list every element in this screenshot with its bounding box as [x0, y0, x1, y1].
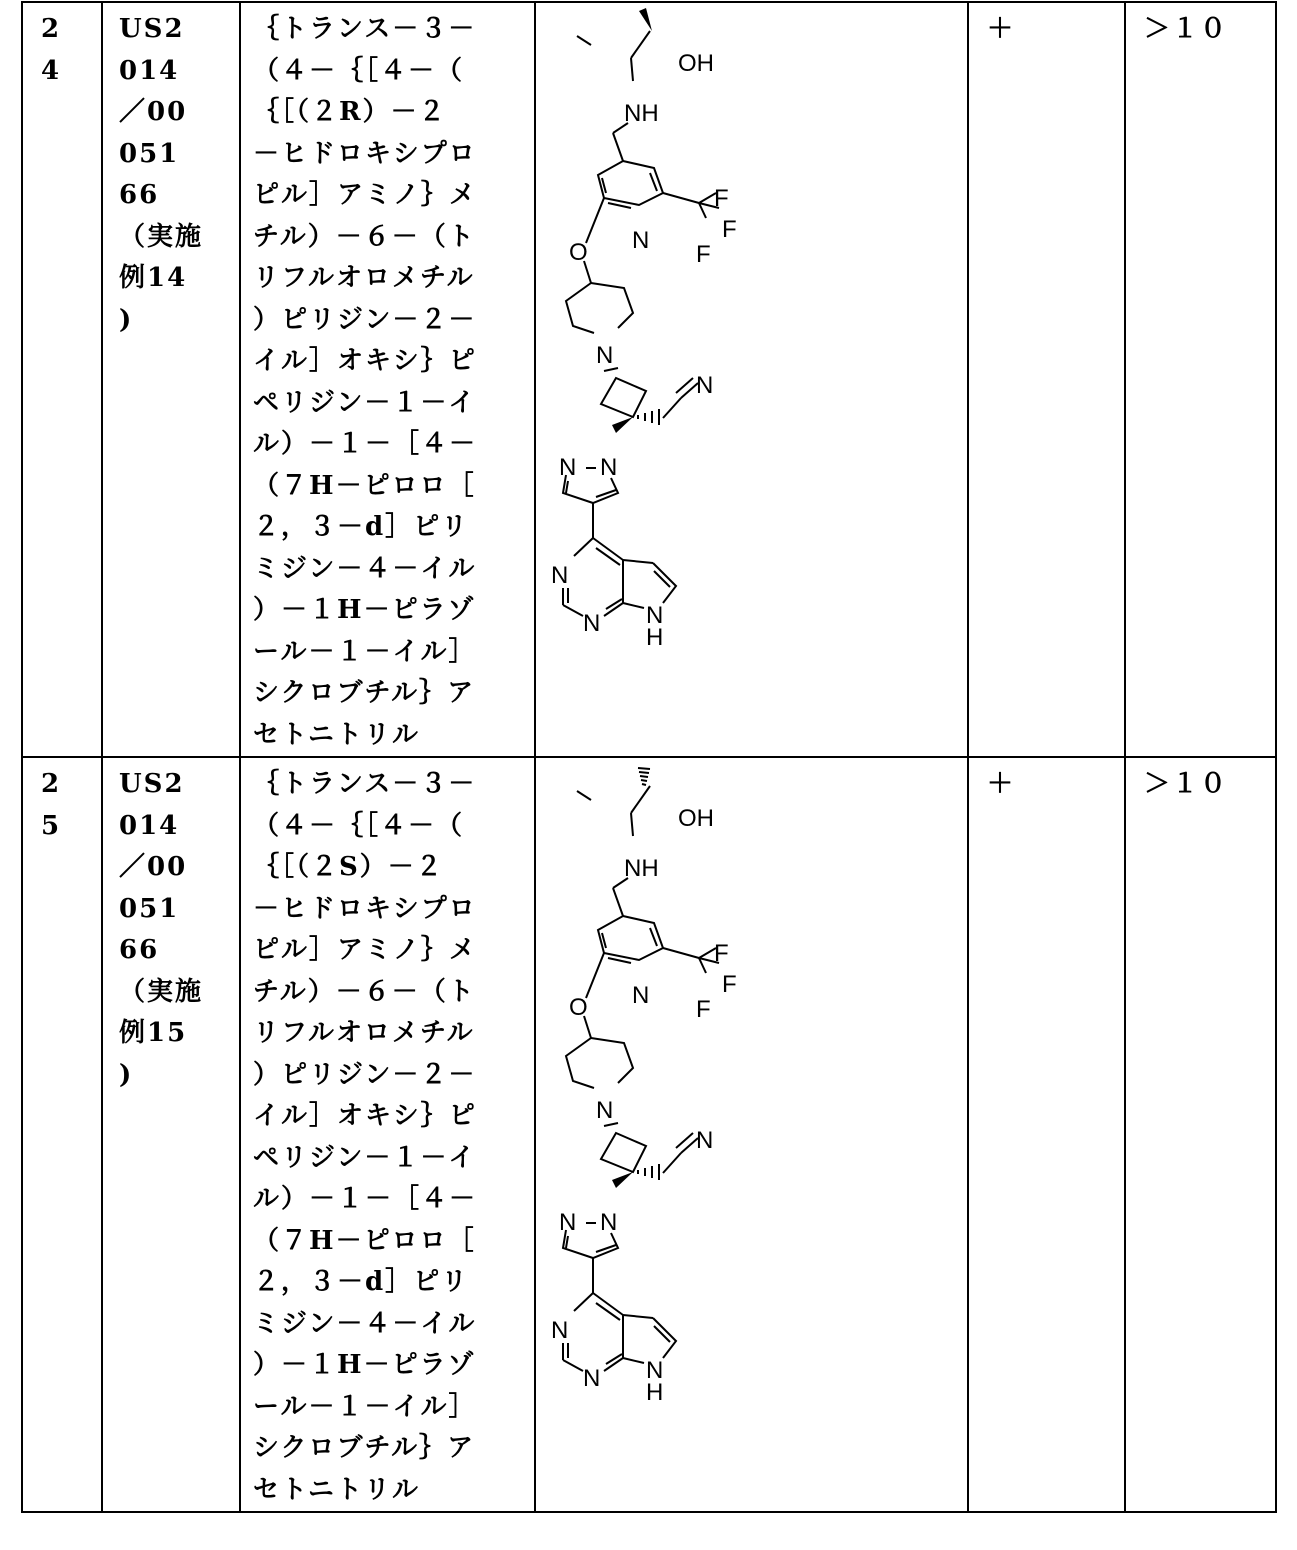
atom-label: N: [600, 454, 617, 481]
atom-label: N: [596, 342, 613, 369]
atom-label: OH: [678, 805, 714, 832]
atom-label: N: [696, 1127, 713, 1154]
ref-line: US2: [119, 764, 239, 806]
ref-line: 例14: [119, 258, 239, 300]
hash-bond: [638, 768, 650, 769]
ref-line: 66: [119, 175, 239, 217]
name-line: ル）－１－［４－: [253, 1179, 534, 1221]
atom-label: F: [696, 996, 711, 1023]
value-cell: [1125, 757, 1276, 1512]
name-line: ）－１H－ピラゾ: [253, 590, 534, 632]
chemical-structure: [536, 758, 967, 1503]
value-text: ＞１０: [1126, 758, 1275, 806]
reference-cell: [102, 2, 240, 757]
atom-label: NH: [624, 100, 659, 127]
value-cell: [1125, 2, 1276, 757]
atom-label: N: [646, 1357, 663, 1384]
atom-label: N: [559, 454, 576, 481]
name-line: ル）－１－［４－: [253, 424, 534, 466]
wedge-bond: [639, 8, 652, 31]
name-line: セトニトリル: [253, 1470, 534, 1512]
name-line: チル）－６－（ト: [253, 217, 534, 259]
name-line: チル）－６－（ト: [253, 972, 534, 1014]
name-line: ピル］アミノ｝メ: [253, 175, 534, 217]
table-row: [22, 757, 1276, 1512]
atom-label: N: [600, 1209, 617, 1236]
name-line: －ヒドロキシプロ: [253, 889, 534, 931]
entry-number-cell: [22, 2, 102, 757]
name-line: ｛トランス－３－: [253, 9, 534, 51]
atom-label: NH: [624, 855, 659, 882]
no-line: 4: [41, 51, 101, 93]
name-line: イル］オキシ｝ピ: [253, 341, 534, 383]
atom-label: N: [583, 610, 600, 637]
name-line: ２，３－d］ピリ: [253, 1262, 534, 1304]
name-line: ｛［（２R）－２: [253, 92, 534, 134]
atom-label: H: [646, 624, 663, 651]
compound-table: [21, 1, 1277, 1513]
activity-cell: [968, 757, 1125, 1512]
ref-line: 051: [119, 134, 239, 176]
atom-label: N: [646, 602, 663, 629]
atom-label: F: [714, 940, 729, 967]
table-row: [22, 2, 1276, 757]
structure-cell: [535, 2, 968, 757]
atom-label: N: [596, 1097, 613, 1124]
name-line: ペリジン－１－イ: [253, 383, 534, 425]
atom-label: N: [559, 1209, 576, 1236]
no-line: 2: [41, 764, 101, 806]
name-line: （４－｛［４－（: [253, 806, 534, 848]
no-line: 5: [41, 806, 101, 848]
name-line: ール－１－イル］: [253, 632, 534, 674]
name-line: ール－１－イル］: [253, 1387, 534, 1429]
name-line: リフルオロメチル: [253, 258, 534, 300]
ref-line: ): [119, 300, 239, 342]
name-line: セトニトリル: [253, 715, 534, 757]
ref-line: 014: [119, 806, 239, 848]
name-line: ｛［（２S）－２: [253, 847, 534, 889]
no-line: 2: [41, 9, 101, 51]
atom-label: N: [632, 227, 649, 254]
ref-line: ／00: [119, 92, 239, 134]
hash-bond: [640, 776, 648, 777]
name-line: イル］オキシ｝ピ: [253, 1096, 534, 1138]
name-line: ミジン－４－イル: [253, 549, 534, 591]
ref-line: 014: [119, 51, 239, 93]
name-line: ピル］アミノ｝メ: [253, 930, 534, 972]
name-line: ｛トランス－３－: [253, 764, 534, 806]
name-line: シクロブチル｝ア: [253, 1428, 534, 1470]
hash-bond: [641, 780, 647, 781]
activity-text: ＋: [969, 3, 1124, 51]
chemical-structure: [536, 3, 967, 748]
ref-line: （実施: [119, 972, 239, 1014]
atom-label: F: [714, 185, 729, 212]
atom-label: F: [722, 971, 737, 998]
compound-name-cell: [240, 2, 535, 757]
activity-text: ＋: [969, 758, 1124, 806]
compound-name-cell: [240, 757, 535, 1512]
hash-bond: [642, 784, 646, 785]
atom-label: F: [696, 241, 711, 268]
atom-label: H: [646, 1379, 663, 1406]
name-line: －ヒドロキシプロ: [253, 134, 534, 176]
ref-line: （実施: [119, 217, 239, 259]
ref-line: 例15: [119, 1013, 239, 1055]
atom-label: F: [722, 216, 737, 243]
name-line: （４－｛［４－（: [253, 51, 534, 93]
atom-label: N: [551, 1317, 568, 1344]
name-line: ミジン－４－イル: [253, 1304, 534, 1346]
atom-label: N: [551, 562, 568, 589]
ref-line: 051: [119, 889, 239, 931]
name-line: ）ピリジン－２－: [253, 1055, 534, 1097]
name-line: ）ピリジン－２－: [253, 300, 534, 342]
entry-number-cell: [22, 757, 102, 1512]
atom-label: N: [632, 982, 649, 1009]
value-text: ＞１０: [1126, 3, 1275, 51]
ref-line: ): [119, 1055, 239, 1097]
atom-label: OH: [678, 50, 714, 77]
atom-label: N: [696, 372, 713, 399]
name-line: ペリジン－１－イ: [253, 1138, 534, 1180]
atom-label: O: [569, 994, 588, 1021]
name-line: シクロブチル｝ア: [253, 673, 534, 715]
ref-line: 66: [119, 930, 239, 972]
name-line: ２，３－d］ピリ: [253, 507, 534, 549]
name-line: ）－１H－ピラゾ: [253, 1345, 534, 1387]
name-line: （７H－ピロロ［: [253, 466, 534, 508]
reference-cell: [102, 757, 240, 1512]
atom-label: N: [583, 1365, 600, 1392]
atom-label: O: [569, 239, 588, 266]
name-line: リフルオロメチル: [253, 1013, 534, 1055]
ref-line: ／00: [119, 847, 239, 889]
ref-line: US2: [119, 9, 239, 51]
structure-cell: [535, 757, 968, 1512]
name-line: （７H－ピロロ［: [253, 1221, 534, 1263]
activity-cell: [968, 2, 1125, 757]
hash-bond: [639, 772, 649, 773]
